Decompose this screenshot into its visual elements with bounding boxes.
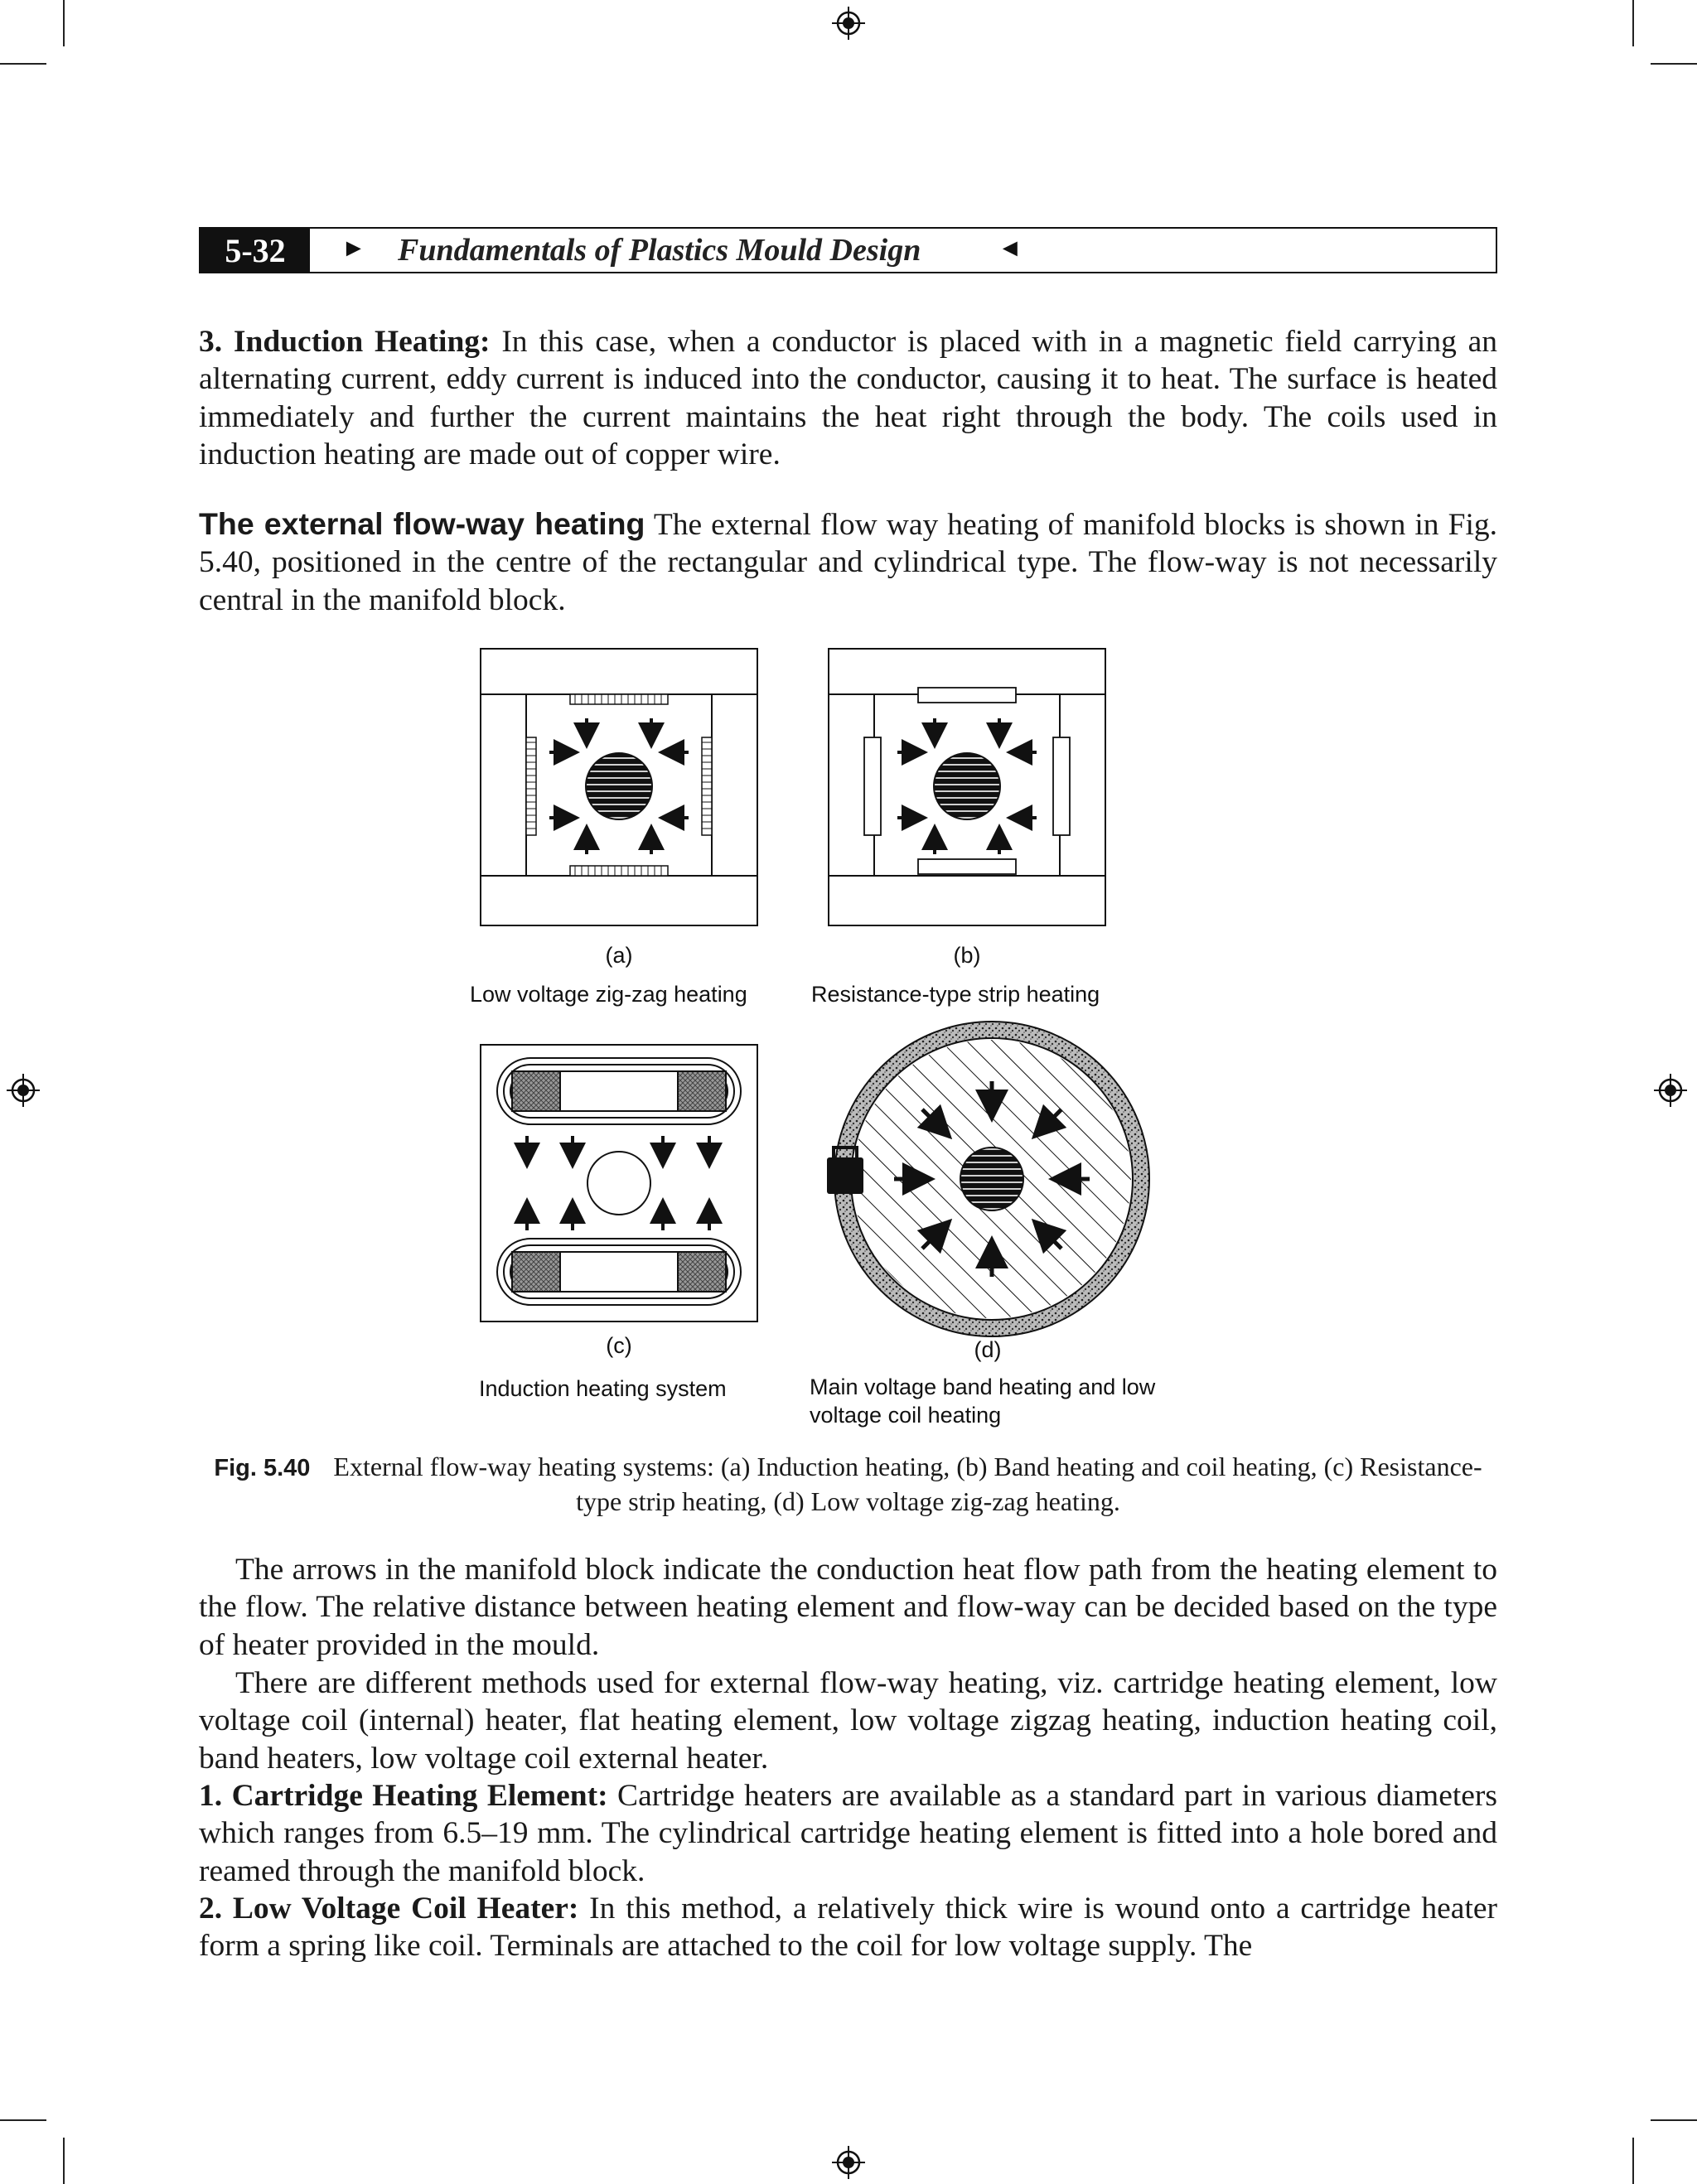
crop-mark: [1632, 0, 1634, 46]
figure-a-label: Low voltage zig-zag heating: [470, 982, 747, 1007]
diagram-d: [827, 1022, 1149, 1336]
paragraph-external-flow-way: [199, 505, 1497, 619]
triangle-left-icon: ◄: [998, 234, 1023, 262]
book-title: Fundamentals of Plastics Mould Design: [398, 233, 921, 268]
running-header: [199, 227, 1497, 273]
figure-b-letter: (b): [953, 943, 981, 968]
crop-mark: [0, 63, 46, 65]
crop-mark: [63, 2138, 65, 2184]
caption-number: Fig. 5.40: [214, 1455, 311, 1481]
paragraph-methods-text: There are different methods used for external flow-way heating, viz. cartridge heating element, low voltage coil (internal) heater, flat heating element, low voltage zigzag heating, induction heating coil, band heaters, low voltage coil external heater.: [199, 1666, 1497, 1776]
paragraph-arrows: [199, 1551, 1497, 1664]
crop-mark: [1632, 2138, 1634, 2184]
caption-text: External flow-way heating systems: (a) Induction heating, (b) Band heating and coil heating, (c) Resistance-type strip heating, (d) Low voltage zig-zag heating.: [333, 1452, 1482, 1516]
crop-mark: [0, 2119, 46, 2121]
page-number: 5-32: [201, 229, 310, 272]
registration-mark-icon: [832, 7, 865, 40]
figure-c-letter: (c): [606, 1333, 632, 1358]
figure-d-letter: (d): [974, 1337, 1002, 1362]
crop-mark: [63, 0, 65, 46]
paragraph-methods: [199, 1665, 1497, 1777]
figure-c-label: Induction heating system: [479, 1376, 727, 1401]
registration-mark-icon: [7, 1074, 40, 1107]
diagram-a: [481, 649, 757, 925]
cartridge-heading: 1. Cartridge Heating Element:: [199, 1779, 608, 1813]
figure-b-label: Resistance-type strip heating: [811, 982, 1100, 1007]
crop-mark: [1651, 2119, 1697, 2121]
registration-mark-icon: [1654, 1074, 1687, 1107]
crop-mark: [1651, 63, 1697, 65]
figure-a-letter: (a): [605, 943, 633, 968]
external-text: The external flow way heating of manifold blocks is shown in Fig. 5.40, positioned in the centre of the rectangular and cylindrical type. The flow-way is not necessarily central in the manifold block.: [199, 508, 1497, 617]
external-heading: The external flow-way heating: [199, 506, 645, 541]
paragraph-arrows-text: The arrows in the manifold block indicate the conduction heat flow path from the heating element to the flow. The relative distance between heating element and flow-way can be decided based on the type of heater provided in the mould.: [199, 1553, 1497, 1662]
figure-caption: [199, 1450, 1497, 1518]
induction-text: In this case, when a conductor is placed with in a magnetic field carrying an alternating current, eddy current is induced into the conductor, causing it to heat. The surface is heated immediately and further the current maintains the heat right through the body. The coils used in induction heating are made out of copper wire.: [199, 325, 1497, 471]
paragraph-low-voltage-coil: [199, 1890, 1497, 1965]
diagram-b: [829, 649, 1105, 925]
paragraph-cartridge: [199, 1777, 1497, 1890]
paragraph-induction-heating: [199, 323, 1497, 473]
figure-d-label-line2: voltage coil heating: [810, 1403, 1002, 1428]
registration-mark-icon: [832, 2146, 865, 2179]
low-voltage-coil-text: In this method, a relatively thick wire is wound onto a cartridge heater form a spring like coil. Terminals are attached to the coil for low voltage supply. The: [199, 1892, 1498, 1964]
cartridge-text: Cartridge heaters are available as a standard part in various diameters which ranges from 6.5–19 mm. The cylindrical cartridge heating element is fitted into a hole bored and reamed through the manifold block.: [199, 1779, 1497, 1888]
figure-d-label-line1: Main voltage band heating and low: [810, 1375, 1156, 1399]
triangle-right-icon: ►: [341, 234, 366, 262]
low-voltage-coil-heading: 2. Low Voltage Coil Heater:: [199, 1892, 579, 1925]
induction-heading: 3. Induction Heating:: [199, 325, 491, 359]
diagram-c: [481, 1045, 757, 1322]
